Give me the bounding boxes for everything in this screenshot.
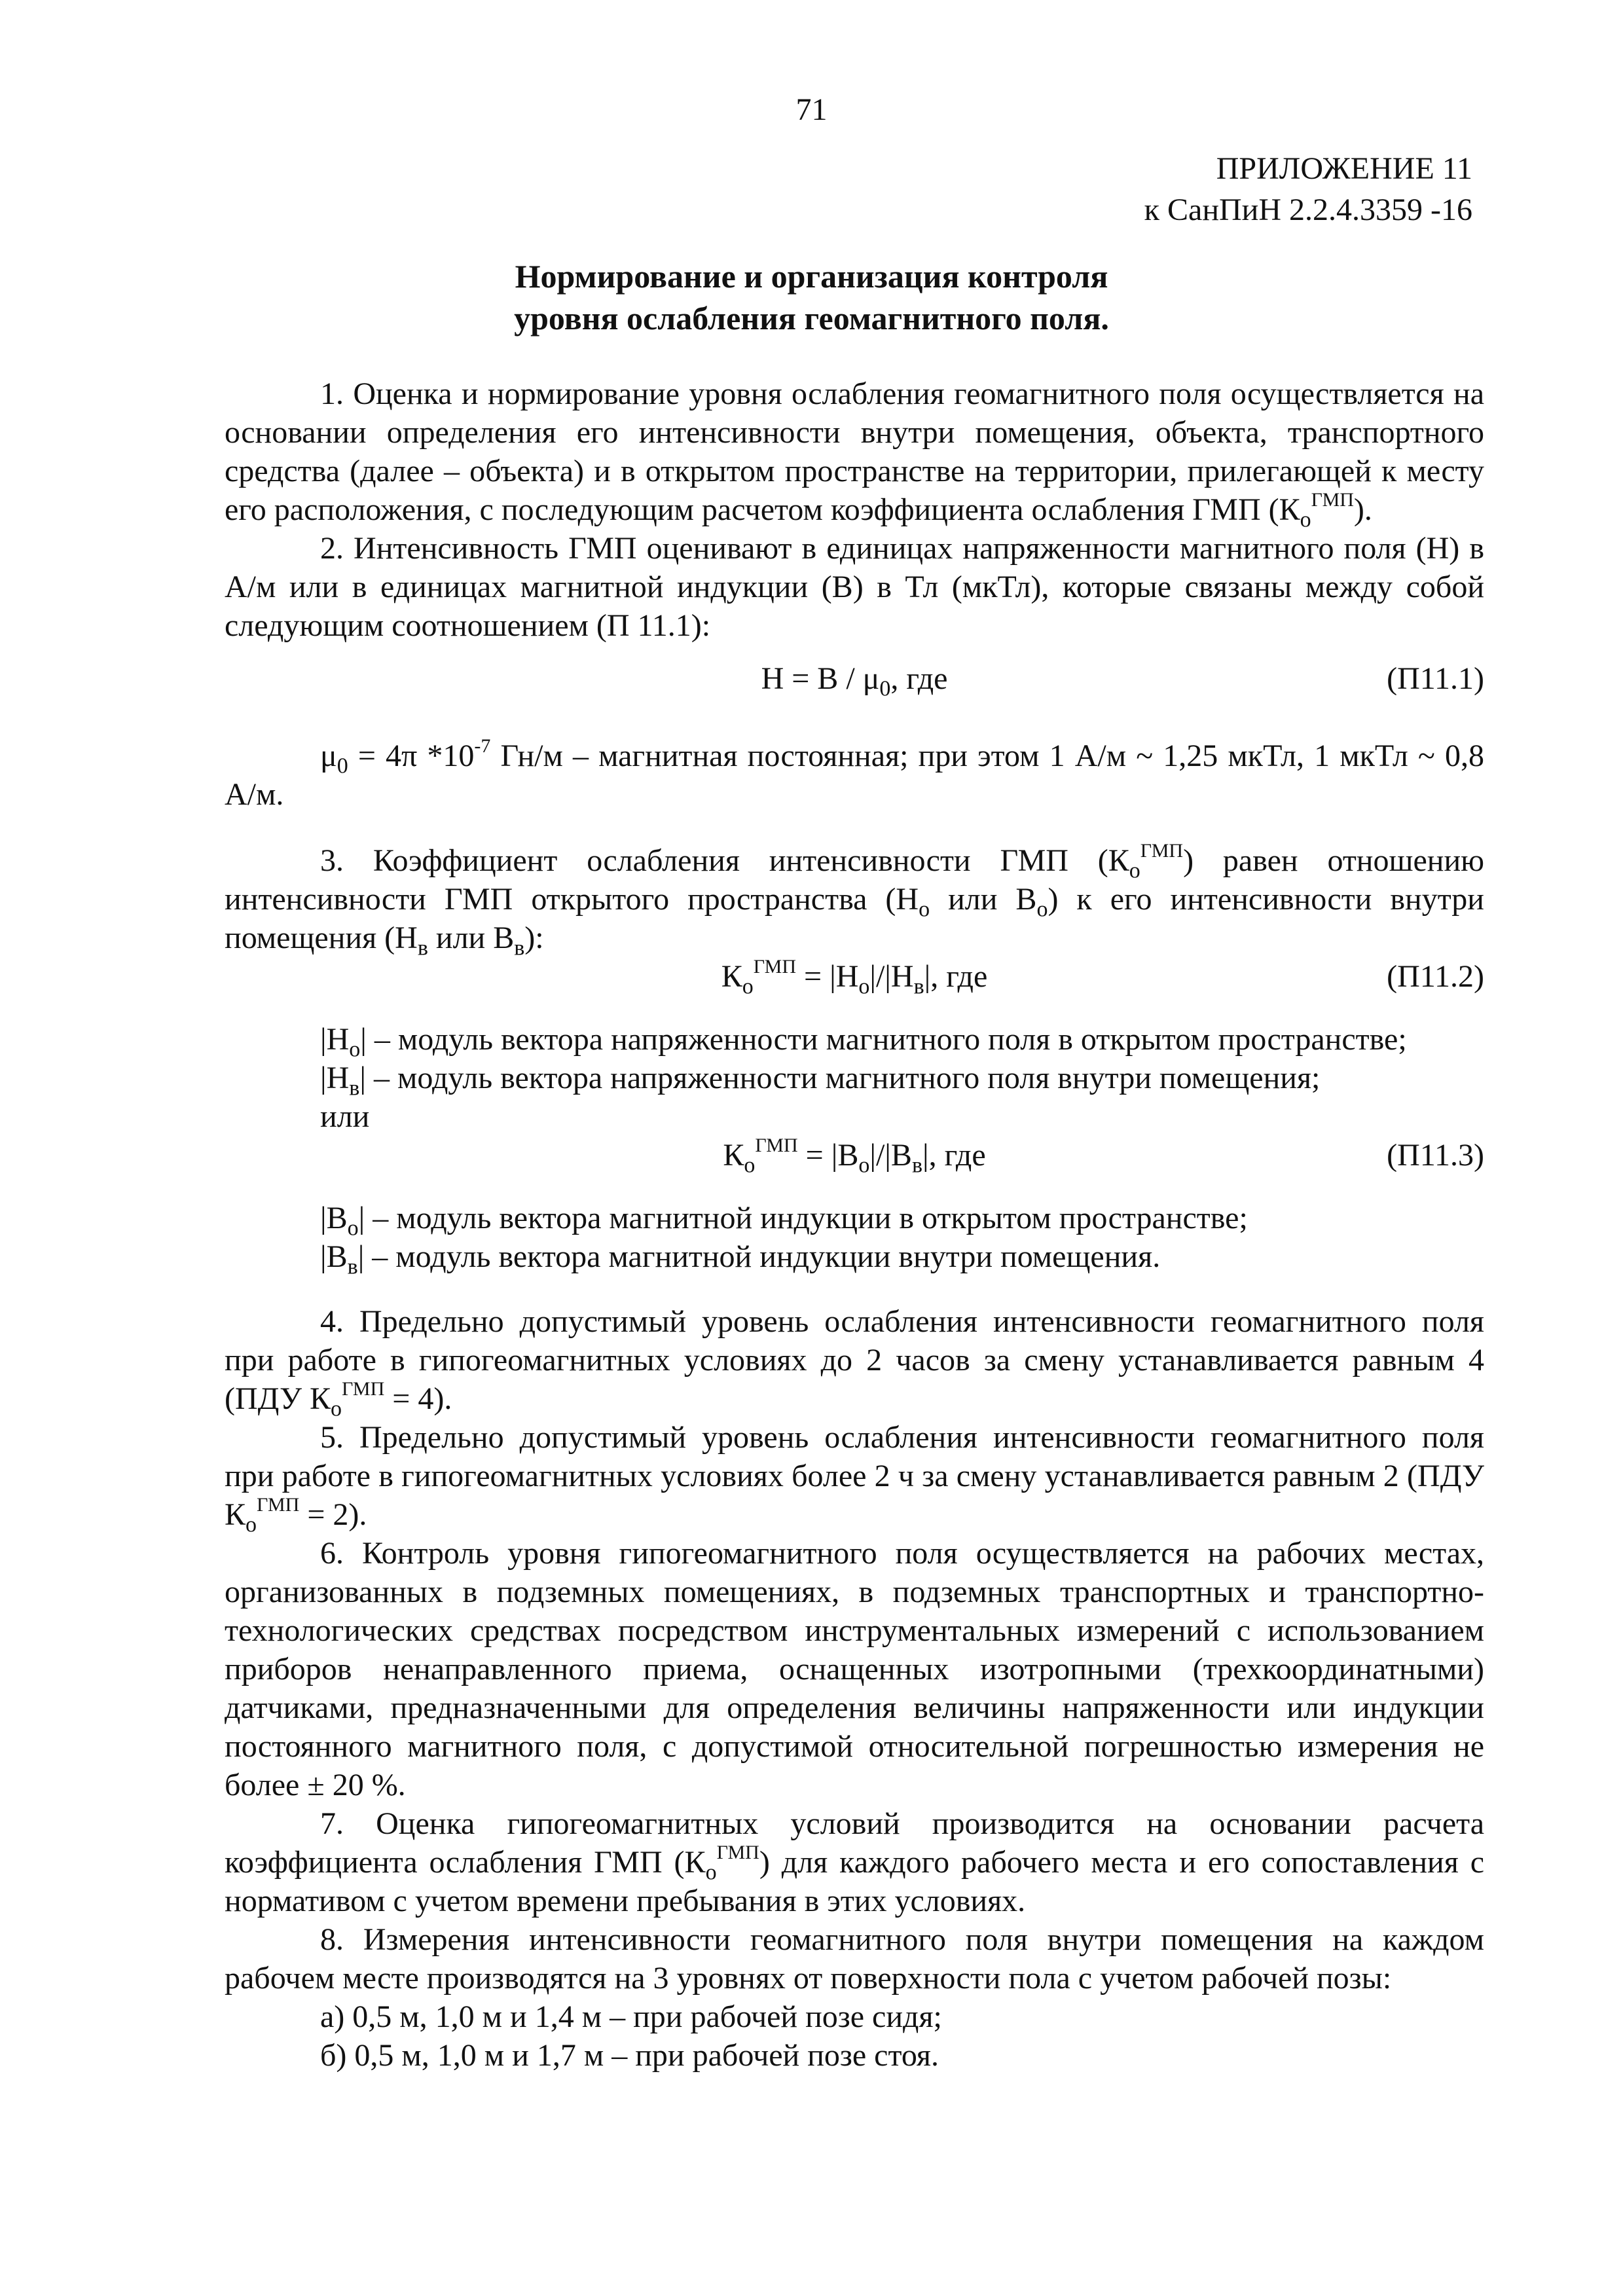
- paragraph-4: 4. Предельно допустимый уровень ослабления интенсивности геомагнитного поля при работе в гипогеомагнитных условиях до 2 часов за смену устанавливается равным 4 (ПДУ $К_о^{ГМП} = 4$).: [225, 1304, 1484, 1421]
- page-number: 71: [795, 92, 828, 127]
- paragraph-8-item-b: б) 0,5 м, 1,0 м и 1,7 м – при рабочей позе стоя.: [320, 2038, 939, 2073]
- paragraph-7: 7. Оценка гипогеомагнитных условий производится на основании расчета коэффициента ослабления ГМП $(К_о^{ГМП})$ для каждого рабочего места и его сопоставления с нормативом с учетом времени пребывания в этих условиях.: [225, 1806, 1484, 1918]
- equation-p11-1: [225, 659, 1484, 699]
- title-line-2: уровня ослабления геомагнитного поля.: [514, 300, 1109, 337]
- bv-definition: $|В_в|$ – модуль вектора магнитной индукции внутри помещения.: [320, 1239, 1161, 1279]
- equation-number: (П11.3): [1387, 1138, 1484, 1173]
- paragraph-8: 8. Измерения интенсивности геомагнитного поля внутри помещения на каждом рабочем месте производятся на 3 уровнях от поверхности пола с учетом рабочей позы:: [225, 1922, 1484, 1995]
- paragraph-1: 1. Оценка и нормирование уровня ослабления геомагнитного поля осуществляется на основании определения его интенсивности внутри помещения, объекта, транспортного средства (далее – объекта) и в открытом пространстве на территории, прилегающей к месту его расположения, с последующим расчетом коэффициента ослабления ГМП $(К_о^{ГМП})$.: [225, 376, 1484, 532]
- equation-p11-2: [225, 956, 1484, 999]
- or-label: или: [320, 1099, 370, 1134]
- document-body: [225, 374, 1484, 2075]
- paragraph-6: 6. Контроль уровня гипогеомагнитного поля осуществляется на рабочих местах, организованных в подземных помещениях, в подземных транспортных и транспортно-технологических средствах посредством инструментальных измерений с использованием приборов ненаправленного приема, оснащенных изотропными (трехкоординатными) датчиками, предназначенными для определения величины напряженности или индукции постоянного магнитного поля, с допустимой относительной погрешностью измерения не более ± 20 %.: [225, 1536, 1484, 1802]
- appendix-header: [1144, 148, 1472, 230]
- equation-p11-3: [225, 1135, 1484, 1178]
- equation-body: $К_о^{ГМП} = |Н_о|/|Н_в|$, где: [721, 956, 988, 999]
- title-line-1: Нормирование и организация контроля: [515, 258, 1108, 295]
- paragraph-3: 3. Коэффициент ослабления интенсивности ГМП $(К_о^{ГМП})$ равен отношению интенсивности ГМП открытого пространства ($Н_о$ или $В_о$) к его интенсивности внутри помещения ($Н_в$ или $В_в$):: [225, 840, 1484, 960]
- paragraph-8-item-a: а) 0,5 м, 1,0 м и 1,4 м – при рабочей позе сидя;: [320, 1999, 942, 2034]
- appendix-label: ПРИЛОЖЕНИЕ 11: [1216, 151, 1472, 186]
- b0-definition: $|В_о|$ – модуль вектора магнитной индукции в открытом пространстве;: [320, 1201, 1248, 1241]
- appendix-reference: к СанПиН 2.2.4.3359 -16: [1144, 192, 1472, 227]
- equation-body: $Н = В / \mu_0$, где: [761, 661, 948, 701]
- paragraph-2: 2. Интенсивность ГМП оценивают в единицах напряженности магнитного поля (Н) в А/м или в единицах магнитной индукции (В) в Тл (мкТл), которые связаны между собой следующим соотношением (П 11.1):: [225, 531, 1484, 643]
- document-title: [0, 255, 1623, 339]
- h0-definition: $|Н_о|$ – модуль вектора напряженности магнитного поля в открытом пространстве;: [320, 1022, 1407, 1062]
- hv-definition: $|Н_в|$ – модуль вектора напряженности магнитного поля внутри помещения;: [320, 1061, 1321, 1101]
- equation-number: (П11.1): [1387, 661, 1484, 696]
- paragraph-5: 5. Предельно допустимый уровень ослабления интенсивности геомагнитного поля при работе в гипогеомагнитных условиях более 2 ч за смену устанавливается равным 2 (ПДУ $К_о^{ГМП} = 2$).: [225, 1420, 1484, 1537]
- definitions-b: [225, 1199, 1484, 1279]
- mu-definition: $\mu_0 = 4\pi$ $*10^{-7}$ Гн/м – магнитная постоянная; при этом 1 А/м ~ 1,25 мкТл, 1 мкТл ~ 0,8 А/м.: [225, 735, 1484, 812]
- equation-body: $К_о^{ГМП} = |В_о|/|В_в|$, где: [723, 1135, 986, 1178]
- definitions-h: [225, 1020, 1484, 1136]
- equation-number: (П11.2): [1387, 959, 1484, 994]
